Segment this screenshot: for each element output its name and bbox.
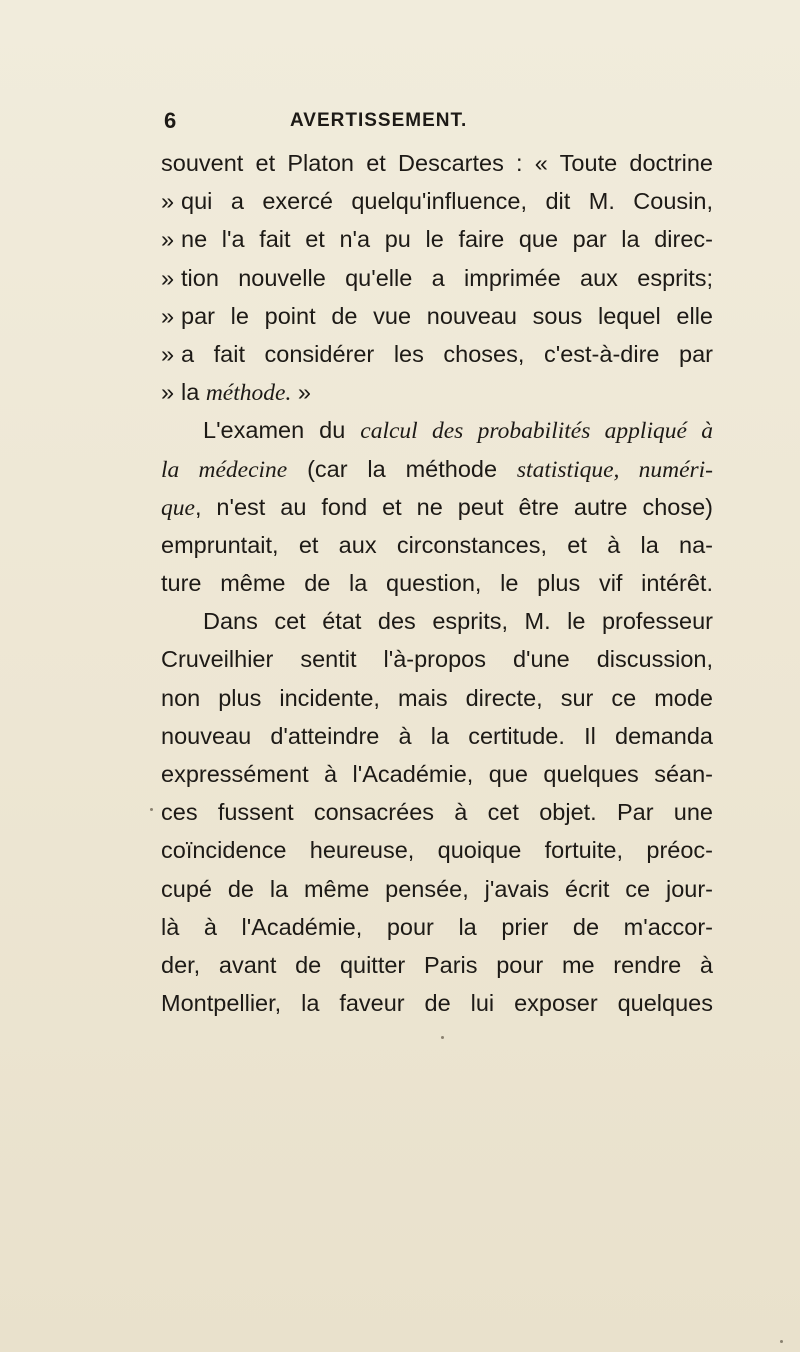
quote-mark: » xyxy=(161,226,175,253)
page-number: 6 xyxy=(164,108,177,133)
quote-mark: » xyxy=(161,264,175,291)
running-head: AVERTISSEMENT. xyxy=(290,110,468,131)
text-line: » par le point de vue nouveau sous lequel elle xyxy=(161,297,713,335)
text-line: der, avant de quitter Paris pour me rendre à xyxy=(161,951,713,978)
quote-mark: » xyxy=(161,379,175,406)
text-line: » a fait considérer les choses, c'est-à-dire par xyxy=(161,335,713,373)
text-line: coïncidence heureuse, quoique fortuite, préoc- xyxy=(161,837,713,864)
text-line: expressément à l'Académie, que quelques séan- xyxy=(161,761,713,787)
text-line: » qui a exercé quelqu'influence, dit M. Cousin, xyxy=(161,182,713,220)
text-line: » ne l'a fait et n'a pu le faire que par la direc- xyxy=(161,220,713,258)
text-line: cupé de la même pensée, j'avais écrit ce jour- xyxy=(161,875,713,902)
text-line: Dans cet état des esprits, M. le professeur xyxy=(203,608,713,635)
text-line: » tion nouvelle qu'elle a imprimée aux esprits; xyxy=(161,259,713,297)
text-line: Montpellier, la faveur de lui exposer quelques xyxy=(161,990,713,1017)
text-line: non plus incidente, mais directe, sur ce mode xyxy=(161,684,713,711)
text-line: nouveau d'atteindre à la certitude. Il demanda xyxy=(161,722,713,749)
text-line: L'examen du calcul des probabilités appliqué à xyxy=(203,417,713,445)
text-line: la médecine (car la méthode statistique, numéri- xyxy=(161,455,714,483)
text-line: souvent et Platon et Descartes : « Toute doctrine xyxy=(161,150,713,176)
text-line: que, n'est au fond et ne peut être autre chose) xyxy=(161,493,713,521)
quote-mark: » xyxy=(161,340,175,367)
text-line: Cruveilhier sentit l'à-propos d'une discussion, xyxy=(161,646,713,673)
text-line: ture même de la question, le plus vif intérêt. xyxy=(161,570,713,597)
quote-mark: » xyxy=(161,302,175,329)
paper-speck xyxy=(441,1036,444,1039)
paper-speck xyxy=(780,1340,783,1343)
text-line: là à l'Académie, pour la prier de m'accor- xyxy=(161,913,713,940)
text-line: » la méthode. » xyxy=(161,373,713,411)
text-line: empruntait, et aux circonstances, et à la na- xyxy=(161,531,713,558)
page-header xyxy=(162,108,710,138)
quote-mark: » xyxy=(161,188,175,215)
body-text xyxy=(161,144,713,1022)
paper-speck xyxy=(150,808,153,811)
text-line: ces fussent consacrées à cet objet. Par une xyxy=(161,799,713,826)
